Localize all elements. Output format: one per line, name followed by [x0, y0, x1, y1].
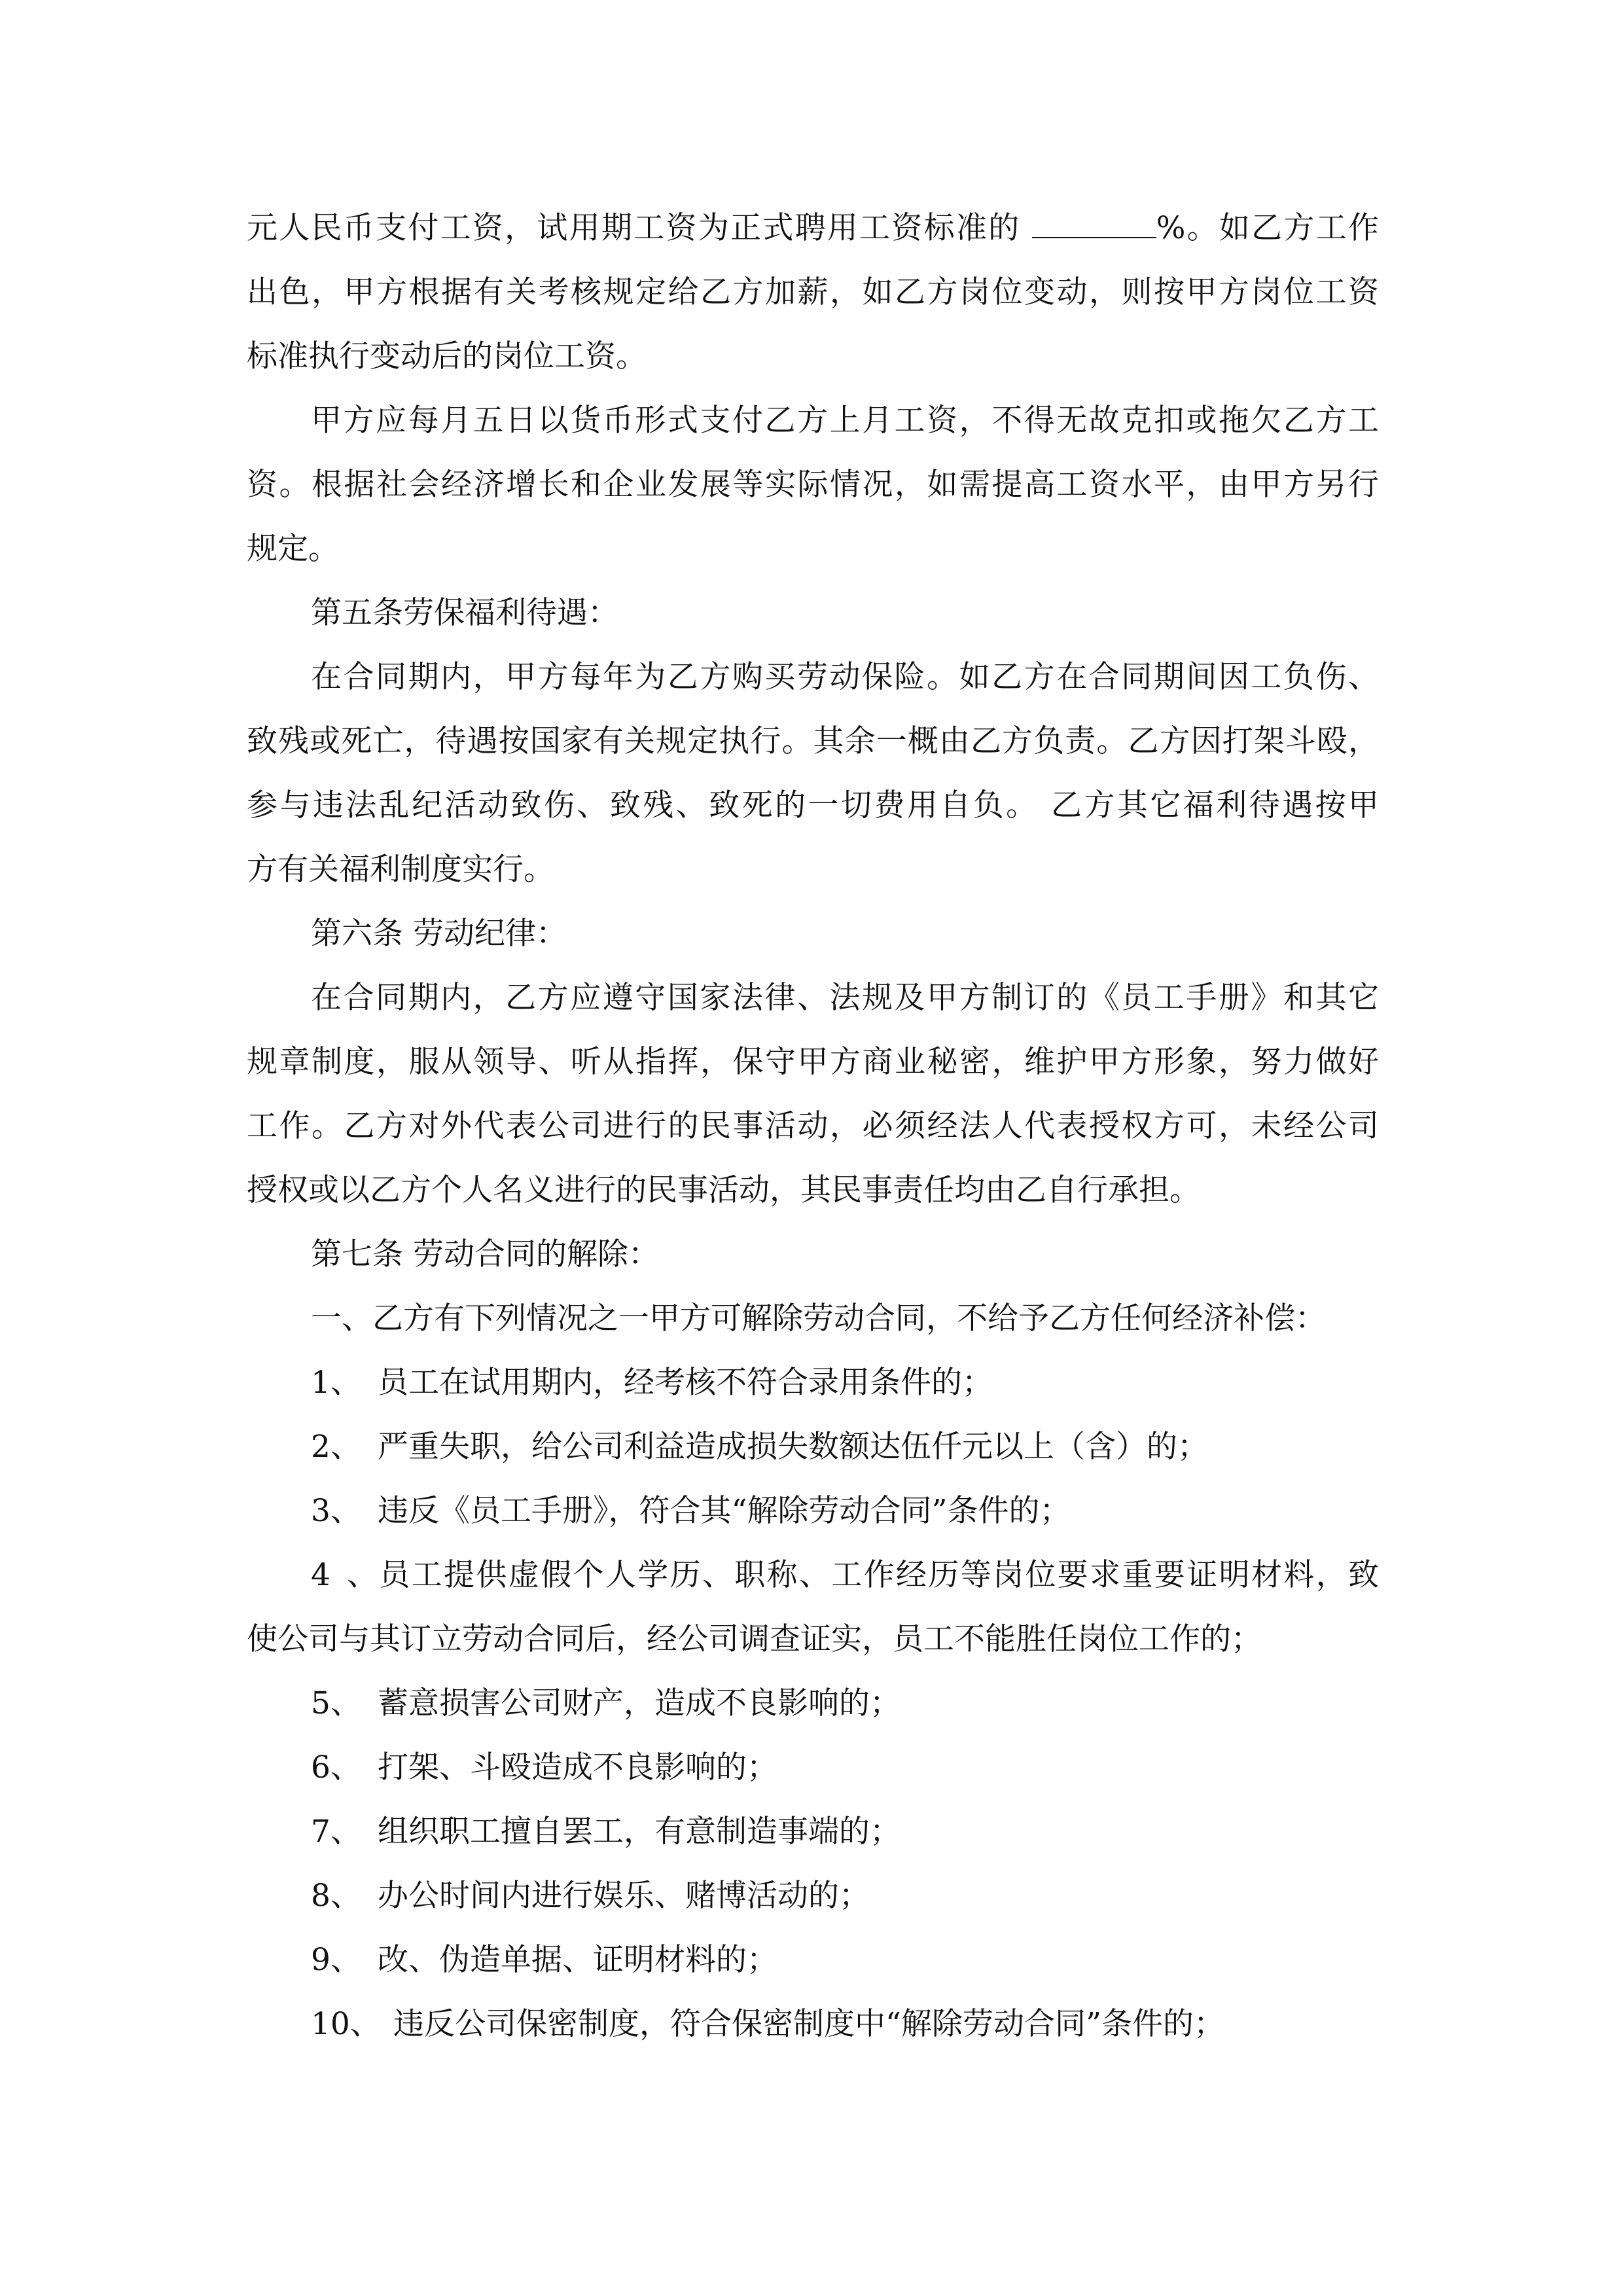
paragraph-line: 致残或死亡，待遇按国家有关规定执行。其余一概由乙方负责。乙方因打架斗殴， [247, 723, 1379, 759]
text-run: 元人民币支付工资，试用期工资为正式聘用工资标准的 [247, 210, 1021, 246]
list-item [247, 1864, 1379, 1928]
list-text: 组织职工擅自罢工，有意制造事端的； [378, 1814, 901, 1850]
list-item [247, 1992, 1379, 2056]
list-item [247, 1928, 1379, 1992]
paragraph-line: 规定。 [247, 531, 339, 567]
list-text: 严重失职，给公司利益造成损失数额达伍仟元以上（含）的； [378, 1429, 1208, 1465]
list-text: 员工提供虚假个人学历、职称、工作经历等岗位要求重要证明材料，致 [378, 1557, 1379, 1593]
list-text: 打架、斗殴造成不良影响的； [378, 1749, 777, 1785]
list-number: 4、 [311, 1557, 378, 1593]
list-item [247, 1736, 1379, 1800]
list-text: 违反《员工手册》，符合其“解除劳动合同”条件的； [378, 1493, 1071, 1529]
list-number: 2、 [311, 1429, 361, 1465]
list-item [247, 1479, 1379, 1543]
list-item [247, 1800, 1379, 1864]
paragraph-line: 在合同期内，乙方应遵守国家法律、法规及甲方制订的《员工手册》和其它 [311, 980, 1379, 1016]
paragraph-line: 参与违法乱纪活动致伤、致残、致死的一切费用自负。 乙方其它福利待遇按甲 [247, 787, 1379, 823]
article-heading: 第五条劳保福利待遇： [311, 595, 618, 631]
paragraph-line [247, 196, 1379, 260]
list-text: 员工在试用期内，经考核不符合录用条件的； [378, 1365, 993, 1401]
list-number: 5、 [311, 1685, 361, 1721]
paragraph-line: 方有关福利制度实行。 [247, 852, 554, 888]
list-number: 6、 [311, 1749, 361, 1785]
list-item [247, 1415, 1379, 1479]
list-text: 改、伪造单据、证明材料的； [378, 1942, 777, 1978]
paragraph-line: 出色，甲方根据有关考核规定给乙方加薪，如乙方岗位变动，则按甲方岗位工资 [247, 274, 1379, 310]
blank-field [1032, 211, 1156, 238]
list-number: 7、 [311, 1814, 361, 1850]
article-heading: 第七条 劳动合同的解除： [311, 1236, 659, 1272]
list-text: 蓄意损害公司财产，造成不良影响的； [378, 1685, 901, 1721]
list-item [247, 1672, 1379, 1736]
paragraph-line: 工作。乙方对外代表公司进行的民事活动，必须经法人代表授权方可，未经公司 [247, 1108, 1379, 1144]
list-number: 10、 [311, 2006, 381, 2042]
list-item [247, 1543, 1379, 1607]
paragraph-line: 资。根据社会经济增长和企业发展等实际情况，如需提高工资水平，由甲方另行 [247, 467, 1379, 503]
list-number: 9、 [311, 1942, 361, 1978]
article-heading: 第六条 劳动纪律： [311, 916, 567, 952]
list-number: 1、 [311, 1365, 361, 1401]
paragraph-line: 在合同期内，甲方每年为乙方购买劳动保险。如乙方在合同期间因工负伤、 [311, 659, 1379, 695]
list-number: 8、 [311, 1878, 361, 1914]
paragraph-line: 甲方应每月五日以货币形式支付乙方上月工资，不得无故克扣或拖欠乙方工 [311, 403, 1379, 439]
list-item-continuation: 使公司与其订立劳动合同后，经公司调查证实，员工不能胜任岗位工作的； [247, 1621, 1262, 1657]
paragraph-line: 规章制度，服从领导、听从指挥，保守甲方商业秘密，维护甲方形象，努力做好 [247, 1044, 1379, 1080]
list-text: 违反公司保密制度，符合保密制度中“解除劳动合同”条件的； [393, 2006, 1225, 2042]
list-text: 办公时间内进行娱乐、赌博活动的； [378, 1878, 870, 1914]
paragraph-line: 一、乙方有下列情况之一甲方可解除劳动合同，不给予乙方任何经济补偿： [311, 1300, 1326, 1336]
list-item [247, 1351, 1379, 1415]
paragraph-line: 授权或以乙方个人名义进行的民事活动，其民事责任均由乙自行承担。 [247, 1172, 1200, 1208]
list-number: 3、 [311, 1493, 361, 1529]
document-page [247, 196, 1379, 2056]
text-run: %。如乙方工作 [1156, 210, 1379, 246]
paragraph-line: 标准执行变动后的岗位工资。 [247, 338, 647, 374]
